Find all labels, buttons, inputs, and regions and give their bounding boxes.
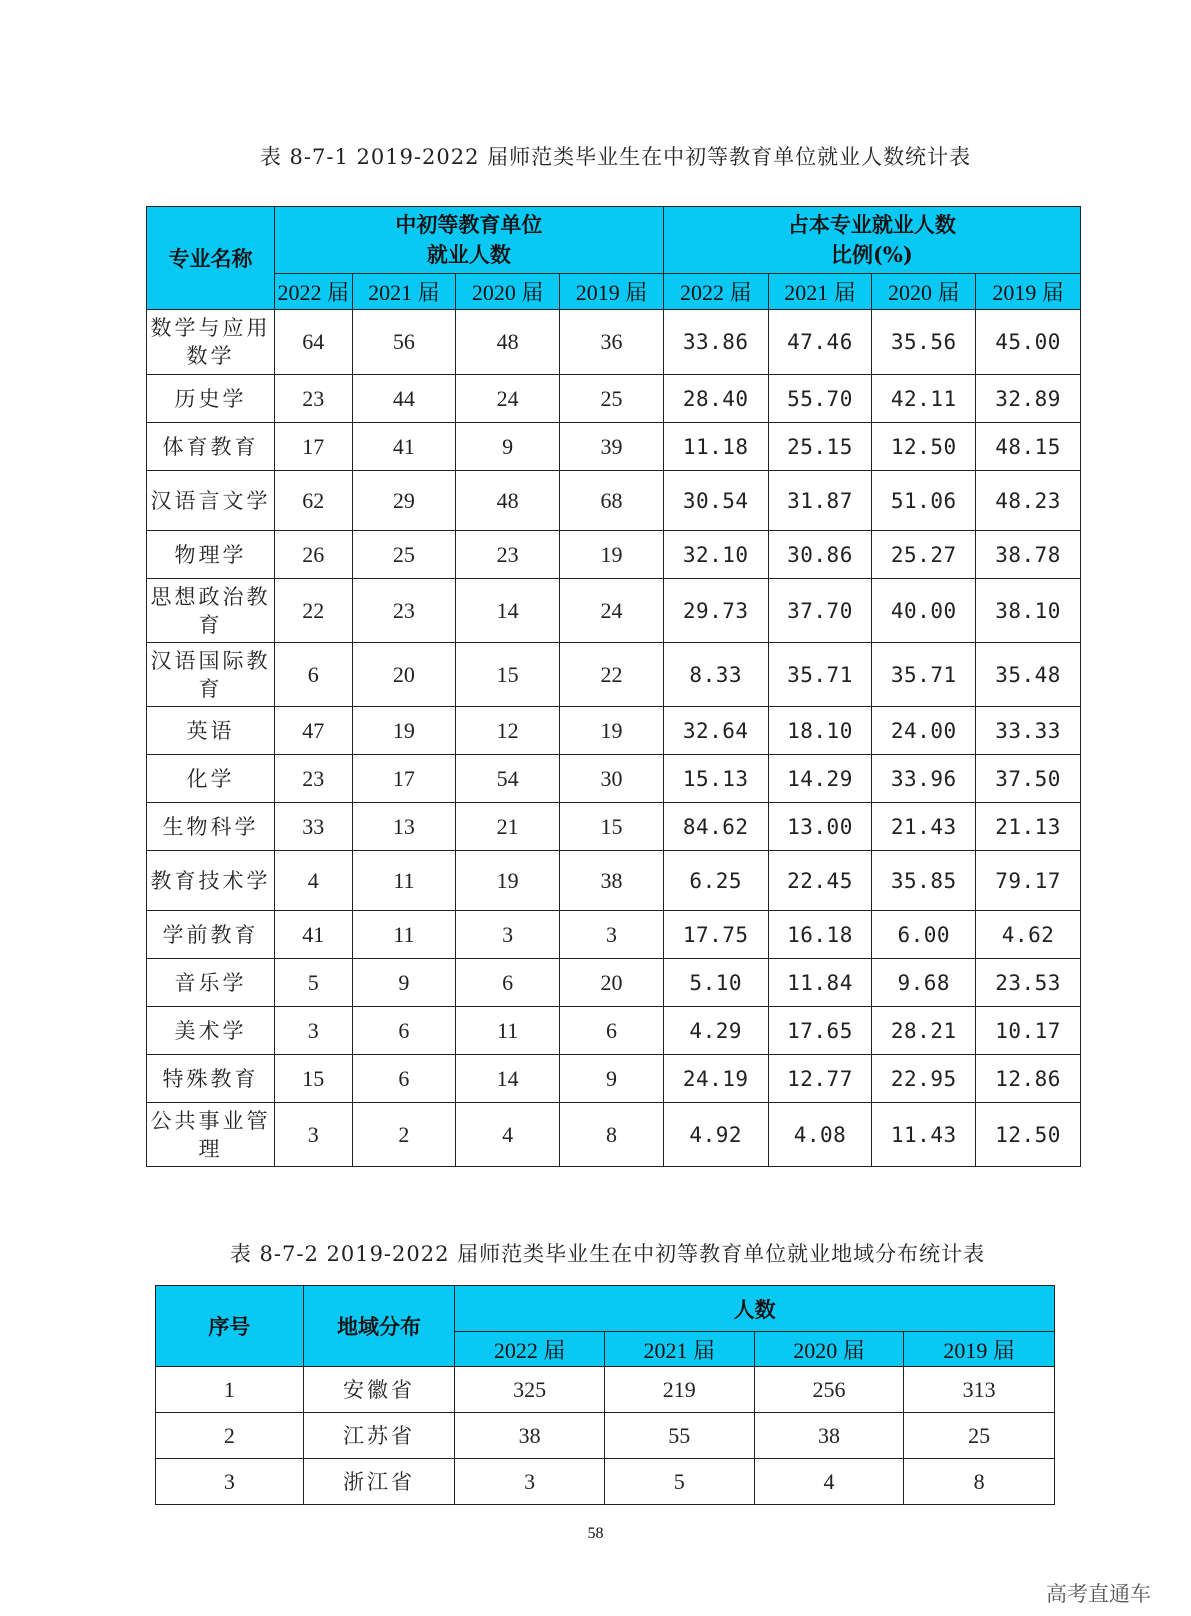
table-row <box>147 755 1081 803</box>
count-cell: 23 <box>456 531 560 579</box>
count-cell: 313 <box>904 1367 1055 1413</box>
percent-cell: 24.19 <box>663 1055 768 1103</box>
table-row <box>156 1459 1055 1505</box>
percent-cell: 25.15 <box>768 423 872 471</box>
table-row <box>156 1367 1055 1413</box>
percent-cell: 32.89 <box>976 375 1081 423</box>
count-cell: 9 <box>456 423 560 471</box>
count-cell: 39 <box>560 423 664 471</box>
count-cell: 22 <box>274 579 352 643</box>
count-cell: 6 <box>352 1007 456 1055</box>
percent-cell: 35.56 <box>872 310 976 375</box>
count-cell: 30 <box>560 755 664 803</box>
year-header: 2021 届 <box>604 1332 754 1367</box>
percent-cell: 6.00 <box>872 911 976 959</box>
percent-cell: 79.17 <box>976 851 1081 911</box>
count-cell: 6 <box>456 959 560 1007</box>
percent-cell: 22.45 <box>768 851 872 911</box>
count-cell: 33 <box>274 803 352 851</box>
count-cell: 17 <box>274 423 352 471</box>
count-cell: 22 <box>560 643 664 707</box>
percent-cell: 17.65 <box>768 1007 872 1055</box>
table-row <box>147 423 1081 471</box>
count-cell: 19 <box>456 851 560 911</box>
major-name: 音乐学 <box>147 959 275 1007</box>
count-cell: 19 <box>352 707 456 755</box>
percent-cell: 31.87 <box>768 471 872 531</box>
count-cell: 6 <box>352 1055 456 1103</box>
count-cell: 11 <box>352 851 456 911</box>
count-cell: 20 <box>560 959 664 1007</box>
percent-cell: 38.10 <box>976 579 1081 643</box>
count-cell: 11 <box>456 1007 560 1055</box>
header-people: 人数 <box>455 1286 1055 1332</box>
percent-cell: 28.21 <box>872 1007 976 1055</box>
count-cell: 55 <box>604 1413 754 1459</box>
percent-cell: 12.50 <box>872 423 976 471</box>
percent-cell: 12.77 <box>768 1055 872 1103</box>
percent-cell: 37.70 <box>768 579 872 643</box>
percent-cell: 55.70 <box>768 375 872 423</box>
percent-cell: 16.18 <box>768 911 872 959</box>
percent-cell: 22.95 <box>872 1055 976 1103</box>
count-cell: 20 <box>352 643 456 707</box>
percent-cell: 48.23 <box>976 471 1081 531</box>
year-header: 2022 届 <box>455 1332 605 1367</box>
count-cell: 3 <box>274 1103 352 1167</box>
count-cell: 256 <box>754 1367 904 1413</box>
count-cell: 8 <box>904 1459 1055 1505</box>
percent-cell: 42.11 <box>872 375 976 423</box>
percent-cell: 30.54 <box>663 471 768 531</box>
percent-cell: 32.10 <box>663 531 768 579</box>
count-cell: 219 <box>604 1367 754 1413</box>
row-number: 3 <box>156 1459 304 1505</box>
region-table-body <box>156 1367 1055 1505</box>
table-row <box>147 1007 1081 1055</box>
percent-cell: 9.68 <box>872 959 976 1007</box>
count-cell: 41 <box>352 423 456 471</box>
percent-cell: 35.48 <box>976 643 1081 707</box>
major-name: 数学与应用数学 <box>147 310 275 375</box>
major-name: 汉语言文学 <box>147 471 275 531</box>
count-cell: 3 <box>274 1007 352 1055</box>
percent-cell: 30.86 <box>768 531 872 579</box>
count-cell: 19 <box>560 531 664 579</box>
count-cell: 25 <box>560 375 664 423</box>
table-row <box>156 1413 1055 1459</box>
page-number: 58 <box>587 1525 604 1542</box>
region-distribution-table <box>155 1285 1055 1505</box>
header-count-group: 中初等教育单位 就业人数 <box>274 207 663 274</box>
percent-cell: 6.25 <box>663 851 768 911</box>
percent-cell: 21.13 <box>976 803 1081 851</box>
count-cell: 21 <box>456 803 560 851</box>
count-cell: 9 <box>560 1055 664 1103</box>
header-no: 序号 <box>156 1286 304 1367</box>
major-name: 体育教育 <box>147 423 275 471</box>
count-cell: 56 <box>352 310 456 375</box>
year-header: 2021 届 <box>768 274 872 310</box>
count-cell: 24 <box>456 375 560 423</box>
percent-cell: 35.71 <box>768 643 872 707</box>
header-region: 地域分布 <box>303 1286 455 1367</box>
major-name: 公共事业管理 <box>147 1103 275 1167</box>
major-name: 历史学 <box>147 375 275 423</box>
percent-cell: 40.00 <box>872 579 976 643</box>
table-row <box>147 911 1081 959</box>
count-cell: 38 <box>455 1413 605 1459</box>
percent-cell: 10.17 <box>976 1007 1081 1055</box>
table-row <box>147 851 1081 911</box>
count-cell: 54 <box>456 755 560 803</box>
count-cell: 47 <box>274 707 352 755</box>
count-cell: 3 <box>560 911 664 959</box>
count-cell: 17 <box>352 755 456 803</box>
major-name: 汉语国际教育 <box>147 643 275 707</box>
count-cell: 15 <box>274 1055 352 1103</box>
count-cell: 6 <box>274 643 352 707</box>
count-cell: 38 <box>560 851 664 911</box>
count-cell: 41 <box>274 911 352 959</box>
table-row <box>147 959 1081 1007</box>
table2-caption: 表 8-7-2 2019-2022 届师范类毕业生在中初等教育单位就业地域分布统计表 <box>229 1242 986 1266</box>
count-cell: 6 <box>560 1007 664 1055</box>
percent-cell: 33.33 <box>976 707 1081 755</box>
year-header-row <box>147 274 1081 310</box>
count-cell: 25 <box>904 1413 1055 1459</box>
count-cell: 19 <box>560 707 664 755</box>
count-cell: 24 <box>560 579 664 643</box>
percent-cell: 15.13 <box>663 755 768 803</box>
table-row <box>147 375 1081 423</box>
percent-cell: 21.43 <box>872 803 976 851</box>
count-cell: 29 <box>352 471 456 531</box>
count-cell: 14 <box>456 1055 560 1103</box>
region-name: 浙江省 <box>303 1459 455 1505</box>
count-cell: 5 <box>274 959 352 1007</box>
percent-cell: 18.10 <box>768 707 872 755</box>
major-name: 生物科学 <box>147 803 275 851</box>
table-row <box>147 707 1081 755</box>
count-cell: 48 <box>456 471 560 531</box>
count-cell: 68 <box>560 471 664 531</box>
percent-cell: 37.50 <box>976 755 1081 803</box>
major-name: 物理学 <box>147 531 275 579</box>
count-cell: 62 <box>274 471 352 531</box>
count-cell: 8 <box>560 1103 664 1167</box>
percent-cell: 11.43 <box>872 1103 976 1167</box>
count-cell: 325 <box>455 1367 605 1413</box>
major-name: 教育技术学 <box>147 851 275 911</box>
table-row <box>147 643 1081 707</box>
count-cell: 4 <box>456 1103 560 1167</box>
count-cell: 5 <box>604 1459 754 1505</box>
percent-cell: 13.00 <box>768 803 872 851</box>
region-name: 安徽省 <box>303 1367 455 1413</box>
count-cell: 38 <box>754 1413 904 1459</box>
percent-cell: 33.96 <box>872 755 976 803</box>
percent-cell: 5.10 <box>663 959 768 1007</box>
major-name: 美术学 <box>147 1007 275 1055</box>
percent-cell: 12.50 <box>976 1103 1081 1167</box>
count-cell: 23 <box>274 755 352 803</box>
header-percent-group: 占本专业就业人数 比例(%) <box>663 207 1080 274</box>
major-name: 思想政治教育 <box>147 579 275 643</box>
count-cell: 64 <box>274 310 352 375</box>
year-header: 2020 届 <box>456 274 560 310</box>
percent-cell: 8.33 <box>663 643 768 707</box>
count-cell: 26 <box>274 531 352 579</box>
count-cell: 23 <box>352 579 456 643</box>
count-cell: 36 <box>560 310 664 375</box>
percent-cell: 12.86 <box>976 1055 1081 1103</box>
table1-caption: 表 8-7-1 2019-2022 届师范类毕业生在中初等教育单位就业人数统计表 <box>259 145 972 169</box>
count-cell: 4 <box>754 1459 904 1505</box>
percent-cell: 17.75 <box>663 911 768 959</box>
percent-cell: 84.62 <box>663 803 768 851</box>
year-header: 2019 届 <box>976 274 1081 310</box>
percent-cell: 51.06 <box>872 471 976 531</box>
table-row <box>147 471 1081 531</box>
count-cell: 3 <box>455 1459 605 1505</box>
major-name: 化学 <box>147 755 275 803</box>
year-header: 2022 届 <box>663 274 768 310</box>
percent-cell: 29.73 <box>663 579 768 643</box>
count-cell: 12 <box>456 707 560 755</box>
count-cell: 23 <box>274 375 352 423</box>
percent-cell: 4.62 <box>976 911 1081 959</box>
major-name: 英语 <box>147 707 275 755</box>
percent-cell: 35.71 <box>872 643 976 707</box>
year-header: 2019 届 <box>904 1332 1055 1367</box>
percent-cell: 11.84 <box>768 959 872 1007</box>
region-name: 江苏省 <box>303 1413 455 1459</box>
count-cell: 2 <box>352 1103 456 1167</box>
count-cell: 15 <box>456 643 560 707</box>
percent-cell: 35.85 <box>872 851 976 911</box>
employment-count-table <box>146 206 1081 1167</box>
percent-cell: 4.08 <box>768 1103 872 1167</box>
count-cell: 11 <box>352 911 456 959</box>
percent-cell: 33.86 <box>663 310 768 375</box>
count-cell: 13 <box>352 803 456 851</box>
count-cell: 9 <box>352 959 456 1007</box>
percent-cell: 48.15 <box>976 423 1081 471</box>
year-header: 2019 届 <box>560 274 664 310</box>
percent-cell: 45.00 <box>976 310 1081 375</box>
percent-cell: 14.29 <box>768 755 872 803</box>
year-header: 2020 届 <box>872 274 976 310</box>
row-number: 1 <box>156 1367 304 1413</box>
table-row <box>147 531 1081 579</box>
row-number: 2 <box>156 1413 304 1459</box>
table-row <box>147 310 1081 375</box>
percent-cell: 38.78 <box>976 531 1081 579</box>
count-cell: 44 <box>352 375 456 423</box>
table-row <box>147 579 1081 643</box>
year-header: 2022 届 <box>274 274 352 310</box>
table-row <box>147 803 1081 851</box>
percent-cell: 11.18 <box>663 423 768 471</box>
count-cell: 15 <box>560 803 664 851</box>
major-name: 学前教育 <box>147 911 275 959</box>
percent-cell: 4.92 <box>663 1103 768 1167</box>
percent-cell: 47.46 <box>768 310 872 375</box>
percent-cell: 28.40 <box>663 375 768 423</box>
count-cell: 48 <box>456 310 560 375</box>
major-name: 特殊教育 <box>147 1055 275 1103</box>
count-cell: 4 <box>274 851 352 911</box>
count-cell: 3 <box>456 911 560 959</box>
percent-cell: 23.53 <box>976 959 1081 1007</box>
table-row <box>147 1103 1081 1167</box>
percent-cell: 25.27 <box>872 531 976 579</box>
percent-cell: 32.64 <box>663 707 768 755</box>
header-major: 专业名称 <box>147 207 275 310</box>
watermark: 高考直通车 <box>1046 1582 1151 1606</box>
count-cell: 25 <box>352 531 456 579</box>
percent-cell: 24.00 <box>872 707 976 755</box>
employment-table-body <box>147 310 1081 1167</box>
table-row <box>147 1055 1081 1103</box>
year-header: 2021 届 <box>352 274 456 310</box>
percent-cell: 4.29 <box>663 1007 768 1055</box>
year-header: 2020 届 <box>754 1332 904 1367</box>
count-cell: 14 <box>456 579 560 643</box>
